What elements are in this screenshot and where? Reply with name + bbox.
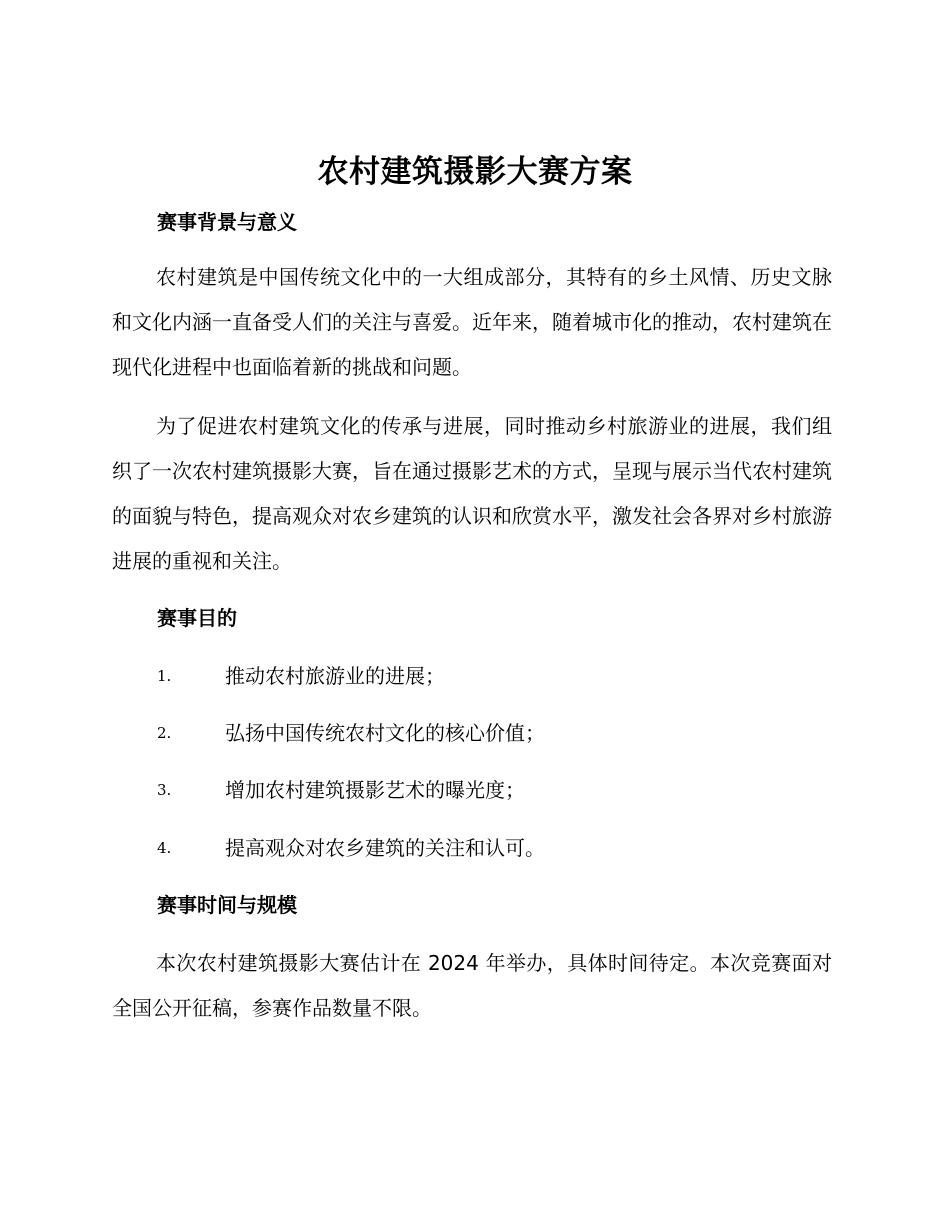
list-item-text: 推动农村旅游业的进展；	[225, 664, 445, 688]
document-title: 农村建筑摄影大赛方案	[317, 154, 633, 190]
paragraph-schedule: 本次农村建筑摄影大赛估计在 2024 年举办，具体时间待定。本次竞赛面对全国公开征稿，参赛作品数量不限。	[112, 951, 832, 1020]
paragraph-background: 农村建筑是中国传统文化中的一大组成部分，其特有的乡土风情、历史文脉和文化内涵一直备受人们的关注与喜爱。近年来，随着城市化的推动，农村建筑在现代化进程中也面临着新的挑战和问题。	[112, 265, 832, 379]
list-item-number: 4.	[157, 839, 172, 857]
list-item-text: 弘扬中国传统农村文化的核心价值；	[225, 721, 545, 745]
list-item-text: 增加农村建筑摄影艺术的曝光度；	[225, 778, 525, 802]
paragraph-purpose-statement: 为了促进农村建筑文化的传承与进展，同时推动乡村旅游业的进展，我们组织了一次农村建筑摄影大赛，旨在通过摄影艺术的方式，呈现与展示当代农村建筑的面貌与特色，提高观众对农乡建筑的认识和欣赏水平，激发社会各界对乡村旅游进展的重视和关注。	[112, 414, 832, 573]
list-item-text: 提高观众对农乡建筑的关注和认可。	[225, 836, 545, 860]
list-item-number: 1.	[157, 667, 172, 685]
list-item-number: 3.	[157, 781, 172, 799]
section-heading-background: 赛事背景与意义	[157, 210, 297, 234]
section-heading-goals: 赛事目的	[157, 606, 237, 630]
list-item-number: 2.	[157, 724, 172, 742]
section-heading-schedule: 赛事时间与规模	[157, 893, 297, 917]
